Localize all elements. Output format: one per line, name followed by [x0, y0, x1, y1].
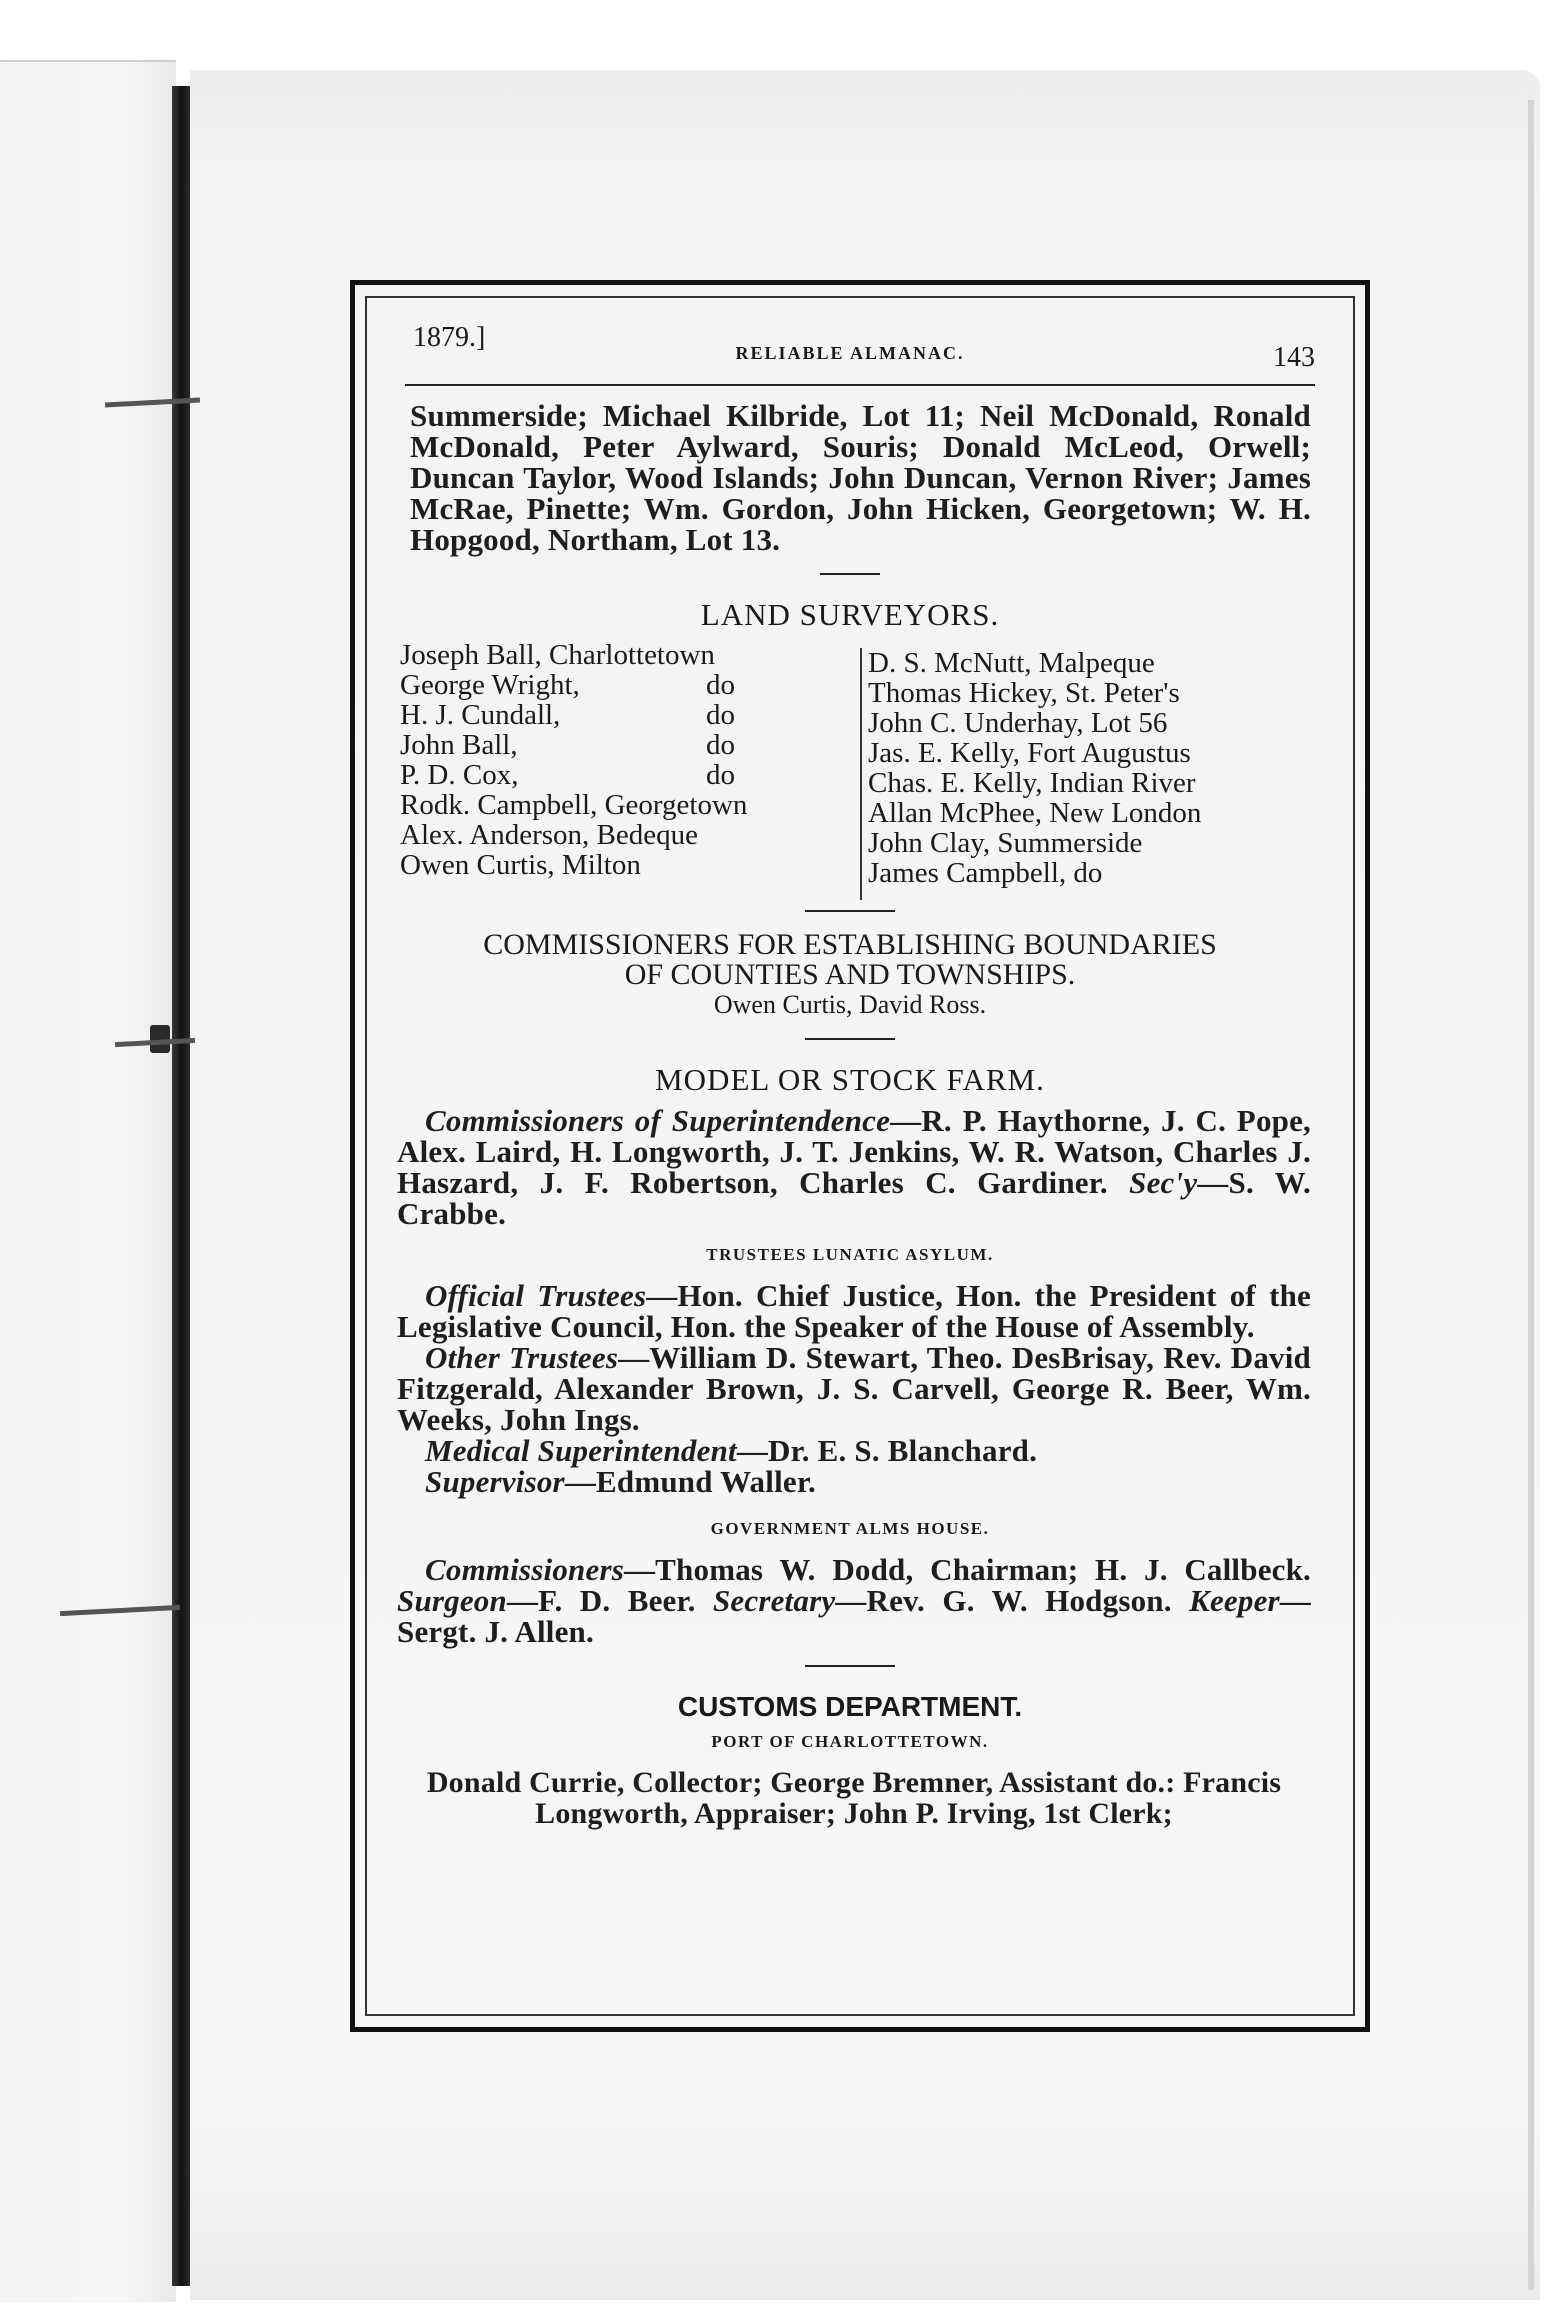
surveyors-right-column	[860, 648, 1328, 900]
section-divider	[805, 1665, 895, 1667]
surveyor-entry: James Campbell, do	[868, 857, 1103, 889]
surveyor-entry: P. D. Cox, do	[400, 759, 735, 791]
page-content	[385, 318, 1315, 1998]
alms-house-paragraph: Commissioners—Thomas W. Dodd, Chairman; H. J. Callbeck. Surgeon—F. D. Beer. Secretary—Rev. G. W. Hodgson. Keeper—Sergt. J. Allen.	[397, 1552, 1311, 1649]
surveyor-entry: Jas. E. Kelly, Fort Augustus	[868, 737, 1191, 769]
boundaries-heading-line1: COMMISSIONERS FOR ESTABLISHING BOUNDARIES	[483, 928, 1217, 961]
surveyor-entry: H. J. Cundall, do	[400, 699, 735, 731]
lunatic-asylum-heading: TRUSTEES LUNATIC ASYLUM.	[706, 1245, 994, 1264]
customs-paragraph: Donald Currie, Collector; George Bremner, Assistant do.: Francis Longworth, Appraiser; John P. Irving, 1st Clerk;	[426, 1766, 1282, 1830]
running-head-year: 1879.]	[413, 322, 486, 353]
surveyor-entry: Alex. Anderson, Bedeque	[400, 819, 698, 851]
boundaries-heading-line2: OF COUNTIES AND TOWNSHIPS.	[624, 958, 1076, 991]
header-rule	[405, 384, 1315, 386]
surveyor-entry: D. S. McNutt, Malpeque	[868, 647, 1155, 679]
customs-subheading: PORT OF CHARLOTTETOWN.	[711, 1732, 989, 1751]
model-farm-heading: MODEL OR STOCK FARM.	[655, 1062, 1045, 1097]
surveyor-entry: Chas. E. Kelly, Indian River	[868, 767, 1196, 799]
supervisor-line: Supervisor—Edmund Waller.	[425, 1464, 816, 1499]
surveyor-entry: John Ball, do	[400, 729, 735, 761]
surveyor-entry: Joseph Ball, Charlottetown	[400, 639, 715, 671]
page-edge-shadow	[1528, 100, 1534, 2290]
surveyor-entry: Rodk. Campbell, Georgetown	[400, 789, 748, 821]
model-farm-paragraph: Commissioners of Superintendence—R. P. Haythorne, J. C. Pope, Alex. Laird, H. Longworth, J. T. Jenkins, W. R. Watson, Charles J. Haszard, J. F. Robertson, Charles C. Gardiner. Sec'y—S. W. Crabbe.	[397, 1103, 1311, 1231]
land-surveyors-heading: LAND SURVEYORS.	[700, 597, 1000, 632]
surveyor-entry: Allan McPhee, New London	[868, 797, 1202, 829]
alms-house-heading: GOVERNMENT ALMS HOUSE.	[710, 1519, 990, 1538]
section-divider	[805, 910, 895, 912]
page-number: 143	[1273, 342, 1315, 373]
other-trustees-paragraph: Other Trustees—William D. Stewart, Theo. DesBrisay, Rev. David Fitzgerald, Alexander Brown, J. S. Carvell, George R. Beer, Wm. Weeks, John Ings.	[397, 1340, 1311, 1437]
section-divider	[820, 573, 880, 575]
surveyor-entry: Owen Curtis, Milton	[400, 849, 641, 881]
medical-superintendent-line: Medical Superintendent—Dr. E. S. Blanchard.	[425, 1433, 1038, 1468]
book-spine	[172, 86, 190, 2286]
official-trustees-paragraph: Official Trustees—Hon. Chief Justice, Hon. the President of the Legislative Council, Hon. the Speaker of the House of Assembly.	[397, 1278, 1311, 1344]
surveyor-entry: John Clay, Summerside	[868, 827, 1143, 859]
surveyors-left-column	[400, 640, 850, 880]
surveyor-entry: John C. Underhay, Lot 56	[868, 707, 1168, 739]
section-divider	[805, 1038, 895, 1040]
customs-heading: CUSTOMS DEPARTMENT.	[677, 1691, 1023, 1722]
running-head	[385, 318, 1315, 380]
surveyor-entry: Thomas Hickey, St. Peter's	[868, 677, 1180, 709]
boundaries-members: Owen Curtis, David Ross.	[713, 990, 987, 1019]
land-surveyors-list	[400, 640, 1315, 898]
left-page-edge	[0, 60, 176, 2302]
surveyor-entry: George Wright, do	[400, 669, 735, 701]
running-head-title: RELIABLE ALMANAC.	[735, 343, 965, 363]
intro-paragraph: Summerside; Michael Kilbride, Lot 11; Neil McDonald, Ronald McDonald, Peter Aylward, Souris; Donald McLeod, Orwell; Duncan Taylor, Wood Islands; John Duncan, Vernon River; James McRae, Pinette; Wm. Gordon, John Hicken, Georgetown; W. H. Hopgood, Northam, Lot 13.	[410, 398, 1311, 557]
